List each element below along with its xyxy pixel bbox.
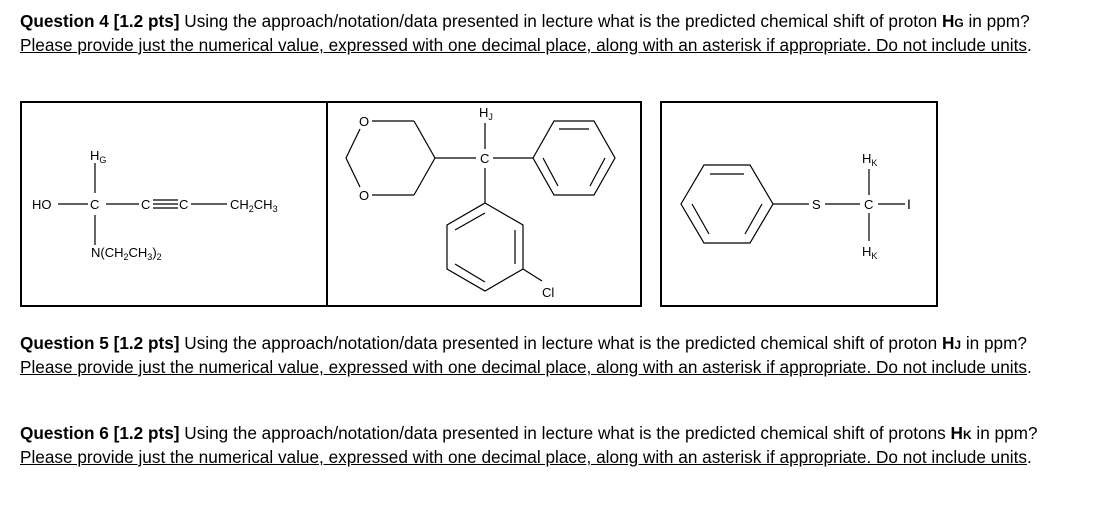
proton-label: H: [950, 423, 963, 443]
question-6-instruction: Please provide just the numerical value, expressed with one decimal place, along with an asterisk if appropriate. Do not include units: [20, 447, 1027, 467]
proton-subscript: J: [954, 338, 962, 352]
question-6-period: .: [1026, 447, 1032, 467]
question-4-instruction: Please provide just the numerical value, expressed with one decimal place, along with an asterisk if appropriate. Do not include units: [20, 35, 1027, 55]
proton-subscript: K: [962, 428, 972, 442]
question-5-period: .: [1026, 357, 1032, 377]
question-4-period: .: [1026, 35, 1032, 55]
proton-label: H: [941, 11, 955, 31]
question-4-number: Question 4 [1.2 pts]: [20, 11, 180, 31]
ethyl-group: $CH_2CH_3$: [230, 197, 278, 214]
proton-hk-bottom-label: $H_K$: [862, 244, 878, 261]
oxygen-top-label: O: [359, 114, 370, 129]
question-6-tail: in ppm?: [971, 423, 1038, 443]
proton-hj-label: $H_J$: [479, 105, 493, 122]
question-5: [20, 332, 1080, 378]
proton-hk-top-label: $H_K$: [862, 151, 878, 168]
question-5-instruction: Please provide just the numerical value, expressed with one decimal place, along with an asterisk if appropriate. Do not include units: [20, 357, 1027, 377]
question-6-number: Question 6 [1.2 pts]: [20, 423, 180, 443]
hydroxyl-label: HO: [32, 197, 52, 212]
diethylamino-group: $N(CH_2CH_3)_2$: [91, 245, 162, 262]
question-5-tail: in ppm?: [961, 333, 1027, 353]
proton-subscript: G: [954, 16, 964, 30]
central-carbon-label: C: [480, 151, 490, 166]
chlorine-label: Cl: [542, 285, 555, 300]
iodine-label: I: [907, 196, 911, 212]
carbon-label-3: C: [864, 197, 874, 212]
structure-box-1: [20, 101, 334, 307]
alkyne-carbon-2: C: [179, 197, 189, 212]
proton-hg-label: $H_G$: [90, 148, 107, 165]
question-6-text: Using the approach/notation/data presented in lecture what is the predicted chemical shift of protons: [179, 423, 951, 443]
question-4-text: Using the approach/notation/data presented in lecture what is the predicted chemical shift of proton: [179, 11, 942, 31]
structure-3-diagram: [662, 103, 936, 305]
question-5-text: Using the approach/notation/data presented in lecture what is the predicted chemical shift of proton: [179, 333, 942, 353]
structure-1-diagram: [22, 103, 332, 305]
question-6: [20, 422, 1080, 468]
oxygen-bottom-label: O: [359, 188, 370, 203]
proton-label: H: [941, 333, 955, 353]
sulfur-label: S: [812, 197, 821, 212]
question-4: [20, 10, 1080, 56]
question-4-tail: in ppm?: [963, 11, 1030, 31]
alkyne-carbon-1: C: [141, 197, 151, 212]
carbon-label: C: [90, 197, 100, 212]
structure-box-2: [326, 101, 642, 307]
structure-box-3: [660, 101, 938, 307]
structure-2-diagram: [328, 103, 640, 305]
question-5-number: Question 5 [1.2 pts]: [20, 333, 180, 353]
